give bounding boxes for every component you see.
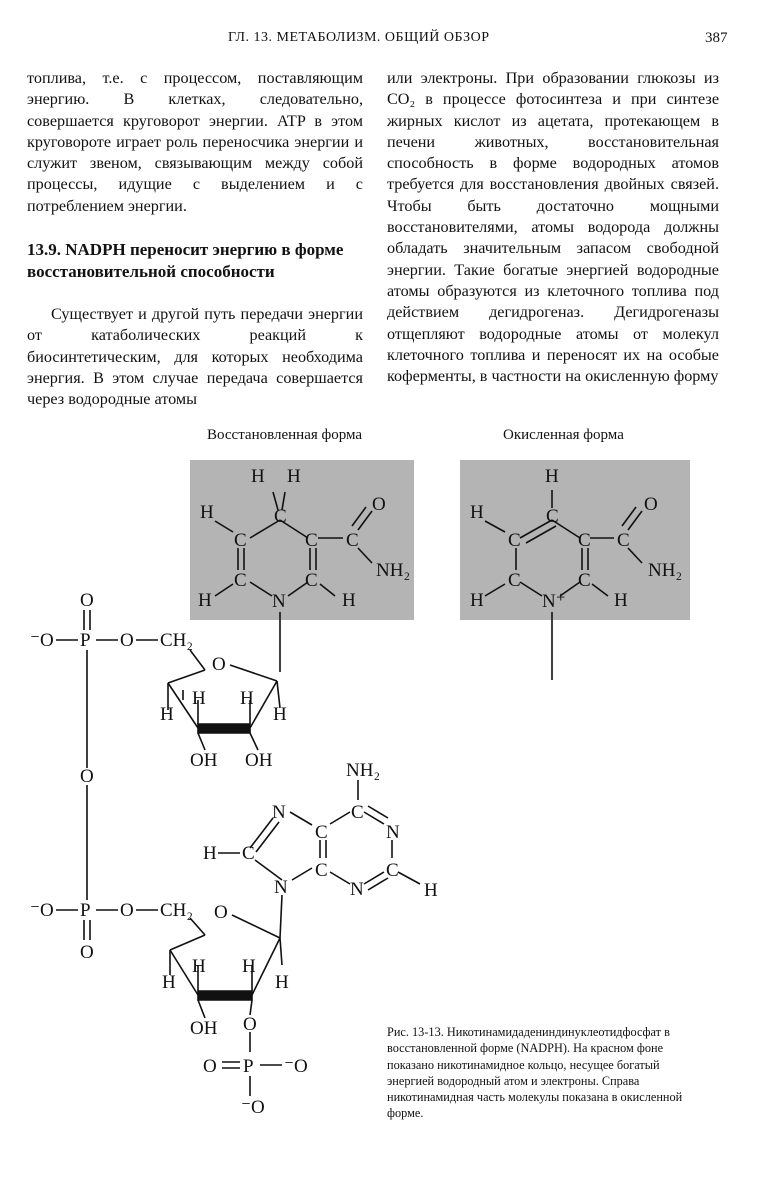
atom-p: P	[80, 630, 91, 651]
atom-h: H	[275, 972, 289, 993]
atom-c: C	[508, 530, 521, 551]
atom-h: H	[273, 704, 287, 725]
label-oxidized-form: Окисленная форма	[503, 427, 624, 443]
right-column	[387, 68, 719, 387]
section-heading: 13.9. NADPH переносит энергию в форме восстановительной способности	[27, 240, 344, 282]
atom-h: H	[200, 502, 214, 523]
atom-h: H	[470, 502, 484, 523]
atom-h: H	[160, 704, 174, 725]
atom-h: H	[545, 466, 559, 487]
atom-nh2: NH₂	[376, 560, 411, 581]
atom-ch2: CH₂	[160, 900, 194, 921]
atom-c: C	[386, 860, 399, 881]
atom-h: H	[424, 880, 438, 901]
atom-nh2: NH₂	[346, 760, 381, 781]
atom-c: C	[234, 570, 247, 591]
atom-n: N	[386, 822, 400, 843]
atom-ch2: CH₂	[160, 630, 194, 651]
atom-c: C	[546, 506, 559, 527]
running-header	[0, 30, 775, 50]
atom-o: O	[120, 900, 134, 921]
atom-c: C	[305, 570, 318, 591]
atom-n: N	[350, 879, 364, 900]
atom-o-minus: ⁻O	[30, 900, 54, 921]
atom-oh: OH	[190, 1018, 218, 1039]
paragraph-right: или электроны. При образовании глюкозы из CO₂ в процессе фотосинтеза и при синтезе жирных кислот из ацетата, протекающем в печени животных, восстановительная способность в форме водородных атомов требуется для восстановления двойных связей. Чтобы быть достаточно мощными восстановителями, атомы водорода должны обладать значительным запасом свободной энергии. Такие богатые энергией водородные атомы образуются из клеточного топлива под действием дегидрогеназ. Дегидрогеназы отщепляют водородные атомы от молекул клеточного топлива и переносят их на особые коферменты, в частности на окисленную форму	[387, 69, 719, 386]
atom-o: O	[214, 902, 228, 923]
page-number: 387	[705, 30, 728, 46]
oxidized-form-highlight	[460, 460, 690, 620]
atom-o: O	[243, 1014, 257, 1035]
atom-o: O	[80, 766, 94, 787]
caption-number: Рис. 13-13.	[387, 1025, 444, 1039]
atom-o: O	[212, 654, 226, 675]
atom-h: H	[203, 843, 217, 864]
atom-n: N	[272, 802, 286, 823]
atom-h: H	[162, 972, 176, 993]
paragraph-continued: топлива, т.е. с процессом, поставляющим энергию. В клетках, следовательно, совершается круговорот энергии. ATP в этом круговороте играет роль переносчика энергии и служит звеном, связывающим между собой процессы, идущие с выделением и с потреблением энергии.	[27, 69, 363, 215]
atom-n: N	[274, 877, 288, 898]
atom-p: P	[243, 1056, 254, 1077]
atom-c: C	[274, 506, 287, 527]
running-title: ГЛ. 13. МЕТАБОЛИЗМ. ОБЩИЙ ОБЗОР	[228, 30, 490, 45]
atom-h: H	[342, 590, 356, 611]
atom-h: H	[198, 590, 212, 611]
atom-h: H	[470, 590, 484, 611]
atom-o: O	[372, 494, 386, 515]
paragraph-section: Существует и другой путь передачи энергии от катаболических реакций к биосинтетическим, для которых необходима энергия. В этом случае передача совершается через водородные атомы	[27, 305, 363, 409]
atom-o: O	[80, 942, 94, 963]
atom-c: C	[305, 530, 318, 551]
atom-h: H	[251, 466, 265, 487]
atom-o: O	[203, 1056, 217, 1077]
atom-h: H	[614, 590, 628, 611]
atom-c: C	[578, 530, 591, 551]
atom-c: C	[234, 530, 247, 551]
atom-c: C	[346, 530, 359, 551]
atom-o: O	[80, 590, 94, 611]
atom-c: C	[242, 843, 255, 864]
atom-h: H	[192, 956, 206, 977]
atom-nh2: NH₂	[648, 560, 683, 581]
atom-o-minus: ⁻O	[30, 630, 54, 651]
atom-p: P	[80, 900, 91, 921]
atom-c: C	[617, 530, 630, 551]
atom-n-plus: N⁺	[542, 591, 566, 612]
atom-c: C	[351, 802, 364, 823]
atom-o: O	[120, 630, 134, 651]
atom-c: C	[315, 860, 328, 881]
atom-o: O	[644, 494, 658, 515]
atom-oh: OH	[190, 750, 218, 771]
atom-oh: OH	[245, 750, 273, 771]
caption-text: Никотинамидадениндинуклеотидфосфат в восстановленной форме (NADPH). На красном фоне показано никотинамидное кольцо, несущее богатый энергией водородный атом и электроны. Справа никотинамидная часть молекулы показана в окисленной форме.	[387, 1025, 683, 1121]
atom-h: H	[242, 956, 256, 977]
atom-h: H	[240, 688, 254, 709]
atom-o-minus: ⁻O	[241, 1097, 265, 1118]
atom-n: N	[272, 591, 286, 612]
atom-c: C	[578, 570, 591, 591]
atom-c: C	[315, 822, 328, 843]
atom-h: H	[192, 688, 206, 709]
atom-o-minus: ⁻O	[284, 1056, 308, 1077]
left-column	[27, 68, 363, 411]
atom-h: H	[287, 466, 301, 487]
reduced-form-highlight	[190, 460, 414, 620]
figure-caption	[387, 1024, 707, 1122]
label-reduced-form: Восстановленная форма	[207, 427, 363, 443]
atom-c: C	[508, 570, 521, 591]
